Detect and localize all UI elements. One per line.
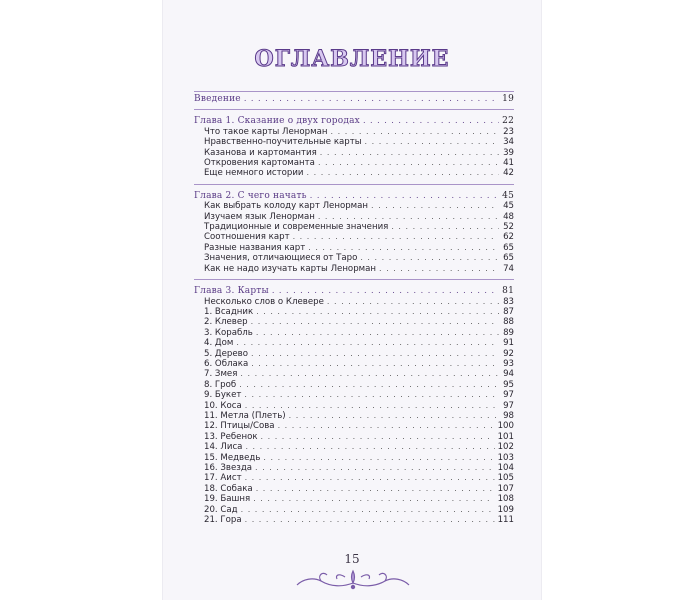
dot-leader xyxy=(379,264,499,274)
dot-leader xyxy=(310,191,499,201)
toc-entry-page: 101 xyxy=(497,431,514,442)
toc-entry-page: 107 xyxy=(497,483,514,494)
toc-entry xyxy=(194,401,514,411)
toc-entry-label: Что такое карты Ленорман xyxy=(204,126,328,137)
dot-leader xyxy=(244,94,499,104)
toc-entry-page: 34 xyxy=(503,137,514,148)
dot-leader xyxy=(251,359,499,369)
toc-entry-page: 23 xyxy=(503,126,514,137)
toc-entry-label: Казанова и картомантия xyxy=(204,147,317,158)
toc-entry-page: 87 xyxy=(503,306,514,317)
toc-entry xyxy=(194,380,514,390)
toc-entry-label: 16. Звезда xyxy=(204,463,253,473)
toc-entry-page: 83 xyxy=(503,296,514,307)
dot-leader xyxy=(320,148,499,158)
dot-leader xyxy=(253,494,494,504)
toc-entry-label: Разные названия карт xyxy=(204,242,306,253)
toc-entry-page: 91 xyxy=(503,338,514,349)
toc-entry-label: Несколько слов о Клевере xyxy=(204,296,324,307)
dot-leader xyxy=(236,338,499,348)
dot-leader xyxy=(245,515,495,525)
dot-leader xyxy=(251,317,499,327)
toc-entry-label: 3. Корабль xyxy=(204,327,253,338)
dot-leader xyxy=(239,380,499,390)
toc-entry xyxy=(194,222,514,232)
toc-chapter-entry xyxy=(194,116,514,126)
toc-entry xyxy=(194,515,514,525)
toc-entry-label: Глава 3. Карты xyxy=(194,286,269,297)
toc-entry-label: 12. Птицы/Сова xyxy=(204,421,275,432)
toc-entry-page: 103 xyxy=(497,452,514,463)
dot-leader xyxy=(365,137,499,147)
toc-entry xyxy=(194,307,514,317)
toc-entry-page: 97 xyxy=(503,400,514,411)
toc-entry xyxy=(194,328,514,338)
toc-entry xyxy=(194,349,514,359)
toc-entry-page: 97 xyxy=(503,390,514,401)
dot-leader xyxy=(391,222,499,232)
chapter-divider xyxy=(194,274,514,286)
toc-entry xyxy=(194,411,514,421)
toc-entry-label: Нравственно-поучительные карты xyxy=(204,137,362,148)
toc-entry xyxy=(194,137,514,147)
toc-entry-page: 95 xyxy=(503,379,514,390)
toc-entry-label: Изучаем язык Ленорман xyxy=(204,211,315,222)
toc-entry-page: 39 xyxy=(503,147,514,158)
toc-entry xyxy=(194,484,514,494)
toc-entry xyxy=(194,338,514,348)
chapter-divider xyxy=(194,179,514,191)
toc-entry xyxy=(194,127,514,137)
toc-entry xyxy=(194,212,514,222)
toc-entry xyxy=(194,168,514,178)
toc-entry xyxy=(194,253,514,263)
toc-entry xyxy=(194,317,514,327)
dot-leader xyxy=(256,484,495,494)
toc-entry xyxy=(194,390,514,400)
toc-entry-page: 93 xyxy=(503,358,514,369)
toc-entry-label: 6. Облака xyxy=(204,358,249,369)
floral-ornament-icon xyxy=(293,565,413,593)
toc-entry-page: 104 xyxy=(497,463,514,473)
dot-leader xyxy=(289,411,499,421)
toc-entry-page: 81 xyxy=(502,286,514,297)
toc-entry-label: 10. Коса xyxy=(204,400,242,411)
toc-entry-label: 11. Метла (Плеть) xyxy=(204,410,286,421)
toc-entry-label: Введение xyxy=(194,94,241,104)
dot-leader xyxy=(256,328,499,338)
dot-leader xyxy=(261,432,495,442)
toc-entry-label: Глава 2. С чего начать xyxy=(194,190,307,201)
dot-leader xyxy=(360,253,499,263)
toc-entry-page: 65 xyxy=(503,253,514,264)
dot-leader xyxy=(241,505,495,515)
dot-leader xyxy=(245,401,499,411)
toc-entry-page: 111 xyxy=(497,515,514,526)
dot-leader xyxy=(327,297,499,307)
dot-leader xyxy=(308,243,499,253)
toc-entry-page: 105 xyxy=(497,473,514,484)
toc-entry-page: 89 xyxy=(503,327,514,338)
toc-entry-page: 100 xyxy=(497,421,514,432)
dot-leader xyxy=(272,286,499,296)
toc-entry-page: 92 xyxy=(503,348,514,359)
dot-leader xyxy=(263,453,494,463)
toc-entry-label: 19. Башня xyxy=(204,494,251,505)
toc-chapter-entry xyxy=(194,94,514,104)
toc-entry-label: 9. Букет xyxy=(204,390,242,401)
dot-leader xyxy=(318,158,499,168)
toc-entry-label: 21. Гора xyxy=(204,515,242,526)
toc-entry xyxy=(194,232,514,242)
toc-entry-label: 5. Дерево xyxy=(204,348,248,359)
toc-entry-page: 102 xyxy=(497,442,514,453)
toc-entry-label: 13. Ребенок xyxy=(204,431,258,442)
toc-entry-label: Значения, отличающиеся от Таро xyxy=(204,253,358,264)
toc-entry xyxy=(194,201,514,211)
toc-entry-label: Традиционные и современные значения xyxy=(204,222,389,233)
toc-entry-label: Еще немного истории xyxy=(204,168,304,179)
toc-entry-label: Как не надо изучать карты Ленорман xyxy=(204,263,377,274)
toc-entry xyxy=(194,243,514,253)
dot-leader xyxy=(278,421,495,431)
toc-entry-page: 109 xyxy=(497,504,514,515)
toc-entry-label: 4. Дом xyxy=(204,338,234,349)
toc-entry-label: 17. Аист xyxy=(204,473,242,484)
toc-entry-page: 22 xyxy=(502,116,514,127)
toc-entry-page: 108 xyxy=(497,494,514,505)
toc-entry xyxy=(194,369,514,379)
page-title: ОГЛАВЛЕНИЕ xyxy=(254,46,450,72)
chapter-divider xyxy=(194,104,514,116)
toc-entry-label: Соотношения карт xyxy=(204,232,290,243)
dot-leader xyxy=(318,212,499,222)
toc-entry xyxy=(194,421,514,431)
dot-leader xyxy=(363,116,499,126)
toc-entry-page: 52 xyxy=(503,222,514,233)
toc-entry-label: 2. Клевер xyxy=(204,317,248,328)
toc-entry-label: 15. Медведь xyxy=(204,452,261,463)
toc-entry-label: 8. Гроб xyxy=(204,379,237,390)
toc-entry xyxy=(194,453,514,463)
toc-entry-page: 74 xyxy=(503,263,514,274)
toc-entry-label: 14. Лиса xyxy=(204,442,243,453)
toc-entry-page: 42 xyxy=(503,168,514,179)
toc-entry xyxy=(194,473,514,483)
toc-entry-label: 7. Змея xyxy=(204,369,238,380)
toc-entry xyxy=(194,148,514,158)
toc-entry-page: 65 xyxy=(503,242,514,253)
toc-entry-page: 19 xyxy=(502,94,514,104)
toc-entry xyxy=(194,297,514,307)
toc-entry xyxy=(194,505,514,515)
toc-entry-page: 45 xyxy=(503,201,514,212)
toc-entry-label: 18. Собака xyxy=(204,483,253,494)
dot-leader xyxy=(255,463,495,473)
toc-entry-label: Откровения картоманта xyxy=(204,158,315,169)
dot-leader xyxy=(371,201,499,211)
divider xyxy=(194,91,514,92)
dot-leader xyxy=(251,349,499,359)
toc-entry xyxy=(194,442,514,452)
toc-entry-page: 48 xyxy=(503,211,514,222)
book-page xyxy=(163,0,541,600)
dot-leader xyxy=(245,442,494,452)
dot-leader xyxy=(240,369,499,379)
toc-entry-page: 94 xyxy=(503,369,514,380)
dot-leader xyxy=(244,390,499,400)
dot-leader xyxy=(293,232,499,242)
toc-entry-page: 41 xyxy=(503,158,514,169)
toc-entry xyxy=(194,463,514,473)
toc-entry-page: 98 xyxy=(503,410,514,421)
page-number: 15 xyxy=(344,552,360,566)
dot-leader xyxy=(307,168,499,178)
dot-leader xyxy=(256,307,499,317)
toc-entry-page: 62 xyxy=(503,232,514,243)
toc-entry xyxy=(194,264,514,274)
table-of-contents xyxy=(194,91,514,525)
toc-entry xyxy=(194,158,514,168)
toc-entry-page: 88 xyxy=(503,317,514,328)
dot-leader xyxy=(245,473,495,483)
toc-entry xyxy=(194,359,514,369)
toc-entry-label: Глава 1. Сказание о двух городах xyxy=(194,116,360,127)
toc-entry xyxy=(194,494,514,504)
toc-chapter-entry xyxy=(194,191,514,201)
toc-entry xyxy=(194,432,514,442)
toc-entry-label: 20. Сад xyxy=(204,504,238,515)
dot-leader xyxy=(331,127,499,137)
toc-chapter-entry xyxy=(194,286,514,296)
toc-entry-page: 45 xyxy=(502,190,514,201)
toc-entry-label: 1. Всадник xyxy=(204,306,254,317)
toc-entry-label: Как выбрать колоду карт Ленорман xyxy=(204,201,369,212)
